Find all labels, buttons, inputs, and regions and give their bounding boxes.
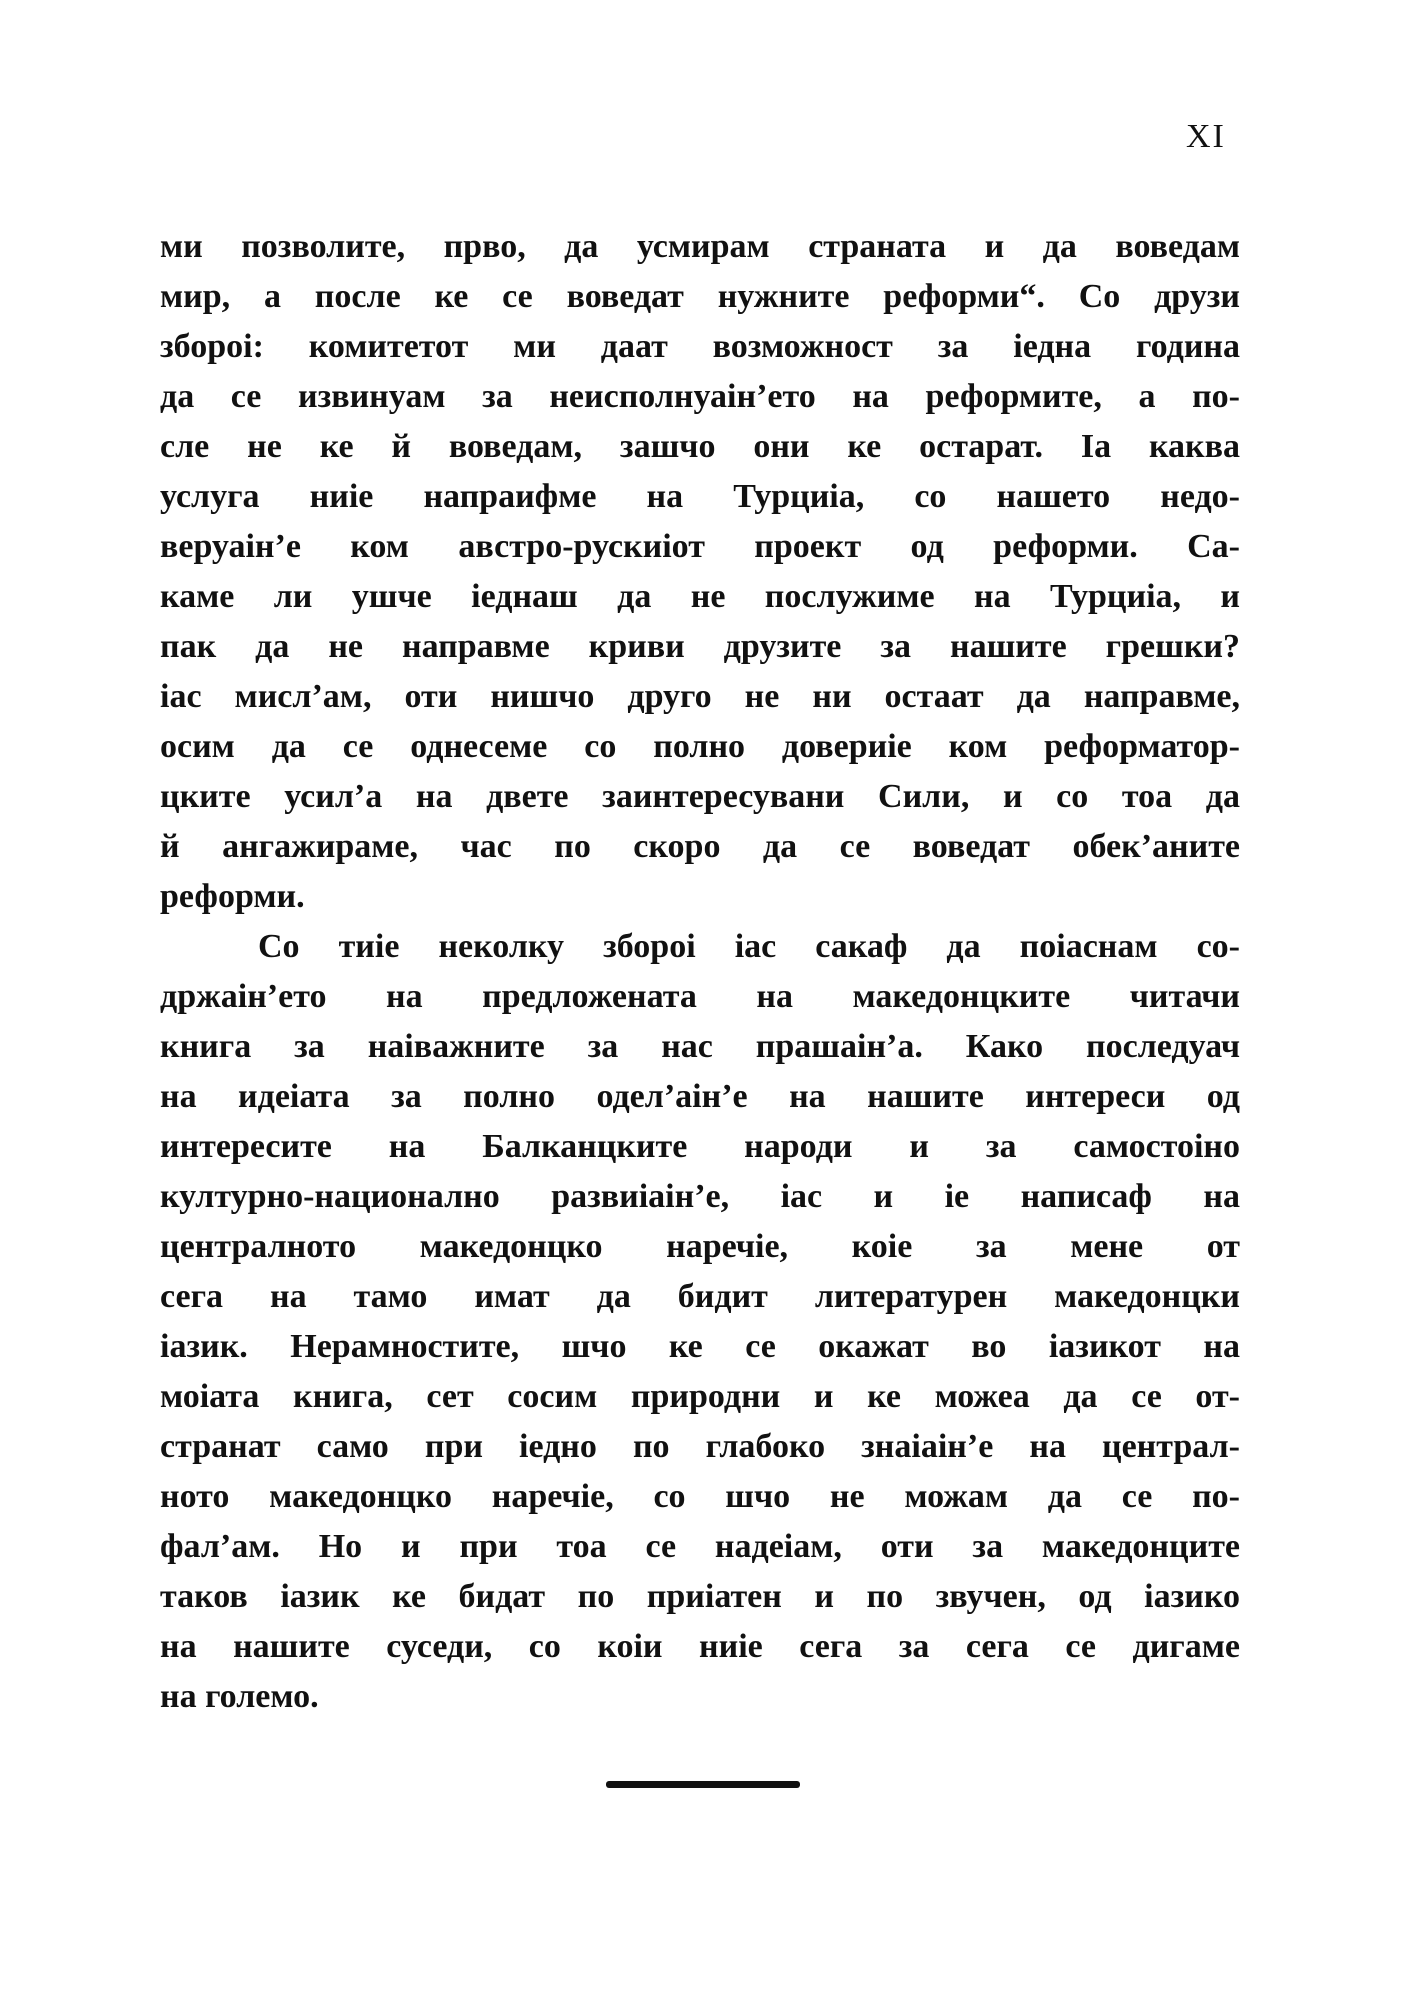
text-line: централното македонцко наречiе, коiе за мене от — [160, 1228, 1240, 1265]
text-line: таков iазик ке бидат по приiатен и по звучен, од iазико — [160, 1578, 1240, 1615]
text-line: iазик. Нерамностите, шчо ке се окажат во iазикот на — [160, 1328, 1240, 1365]
text-line: iас мисл’ам, оти нишчо друго не ни остаат да направме, — [160, 678, 1240, 715]
text-line: осим да се однесеме со полно довериiе ком реформатор- — [160, 728, 1240, 765]
text-line: збороi: комитетот ми даат возможност за iедна година — [160, 328, 1240, 365]
text-line: книга за наiважните за нас прашаiн’а. Како последуач — [160, 1028, 1240, 1065]
text-line: на нашите суседи, со коiи ниiе сега за сега се дигаме — [160, 1628, 1240, 1665]
section-divider — [606, 1781, 800, 1788]
text-line: ми позволите, прво, да усмирам страната и да воведам — [160, 228, 1240, 265]
text-line: интересите на Балканцките народи и за самостоiно — [160, 1128, 1240, 1165]
text-line: мир, а после ке се воведат нужните реформи“. Со друзи — [160, 278, 1240, 315]
text-line: сега на тамо имат да бидит литературен македонцки — [160, 1278, 1240, 1315]
text-line: й ангажираме, час по скоро да се воведат обек’аните — [160, 828, 1240, 865]
paragraph-end-line: на големо. — [160, 1678, 319, 1715]
text-line: на идеiата за полно одел’аiн’е на нашите интереси од — [160, 1078, 1240, 1115]
text-line: цките усил’а на двете заинтересувани Сили, и со тоа да — [160, 778, 1240, 815]
text-line: фал’ам. Но и при тоа се надеiам, оти за македонците — [160, 1528, 1240, 1565]
text-line: услуга ниiе напраифме на Турциiа, со нашето недо- — [160, 478, 1240, 515]
text-line: каме ли ушче iеднаш да не послужиме на Турциiа, и — [160, 578, 1240, 615]
paragraph-start-line: Со тиiе неколку збороi iас сакаф да поiаснам со- — [258, 928, 1240, 965]
text-line: ното македонцко наречiе, со шчо не можам да се по- — [160, 1478, 1240, 1515]
text-line: моiата книга, сет сосим природни и ке можеа да се от- — [160, 1378, 1240, 1415]
text-line: пак да не направме криви друзите за нашите грешки? — [160, 628, 1240, 665]
text-line: држаiн’ето на предложената на македонцките читачи — [160, 978, 1240, 1015]
text-line: веруаiн’е ком австро-рускиiот проект од реформи. Са- — [160, 528, 1240, 565]
text-line: да се извинуам за неисполнуаiн’ето на реформите, а по- — [160, 378, 1240, 415]
text-line: странат само при iедно по глабоко знаiаiн’е на централ- — [160, 1428, 1240, 1465]
page-number: XI — [1186, 118, 1226, 155]
text-line: сле не ке й воведам, зашчо они ке остарат. Iа каква — [160, 428, 1240, 465]
paragraph-end-line: реформи. — [160, 878, 305, 915]
body-text — [160, 222, 1240, 1722]
text-line: културно-национално развиiаiн’е, iас и iе написаф на — [160, 1178, 1240, 1215]
